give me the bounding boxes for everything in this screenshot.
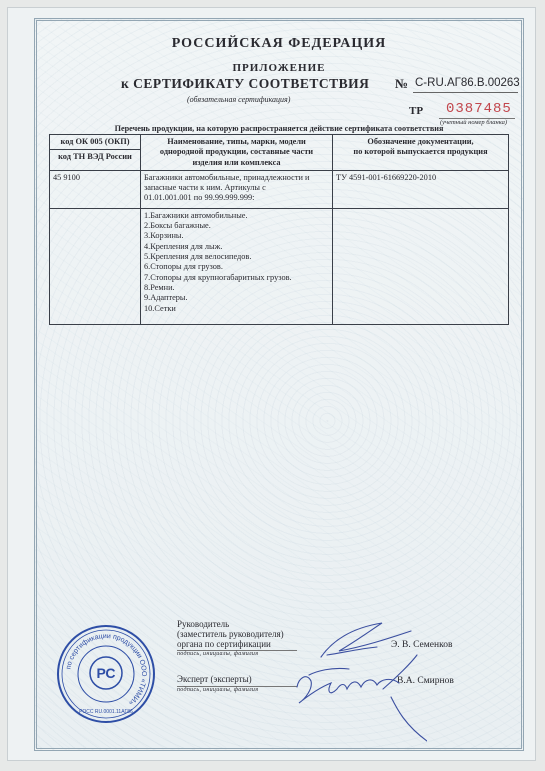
head-title-line: Руководитель xyxy=(177,619,230,629)
header-line: однородной продукции, составные части xyxy=(159,147,314,157)
country-title: РОССИЙСКАЯ ФЕДЕРАЦИЯ xyxy=(171,36,387,51)
header-line: изделия или комплекса xyxy=(192,157,281,167)
list-item: 9.Адаптеры. xyxy=(144,293,188,303)
documentation-cell: ТУ 4591-001-61669220-2010 xyxy=(333,170,509,208)
stamp-ring-text: по сертификации продукции ООО «ТИМИ» xyxy=(65,632,148,707)
list-item: 6.Стопоры для грузов. xyxy=(144,262,223,272)
head-signature-caption: подпись, инициалы, фамилия xyxy=(177,651,259,657)
product-description-cell xyxy=(141,170,333,208)
product-name-header xyxy=(141,135,333,171)
empty-documentation-cell xyxy=(333,208,509,324)
certificate-sheet xyxy=(8,8,535,760)
list-item: 4.Крепления для лыж. xyxy=(144,241,223,251)
empty-code-cell xyxy=(50,208,141,324)
list-item: 7.Стопоры для крупногабаритных грузов. xyxy=(144,272,292,282)
description-line: Багажники автомобильные, принадлежности и xyxy=(144,172,310,182)
tnved-code-header: код ТН ВЭД России xyxy=(58,152,132,161)
certification-type: (обязательная сертификация) xyxy=(187,95,291,104)
product-table xyxy=(49,134,509,325)
expert-signature-block xyxy=(177,674,297,693)
list-item: 2.Боксы багажные. xyxy=(144,221,211,231)
tp-label: ТР xyxy=(409,105,424,117)
head-signature-block xyxy=(177,619,297,657)
stamp-center-mark: РС xyxy=(96,665,116,681)
certificate-title: к СЕРТИФИКАТУ СООТВЕТСТВИЯ xyxy=(121,76,370,91)
product-code-cell: 45 9100 xyxy=(50,170,141,208)
list-item: 10.Сетки xyxy=(144,303,176,313)
certification-body-stamp xyxy=(55,623,157,725)
list-item: 5.Крепления для велосипедов. xyxy=(144,252,252,262)
list-item: 8.Ремни. xyxy=(144,282,175,292)
product-items-cell xyxy=(141,208,333,324)
head-title-line: органа по сертификации xyxy=(177,639,271,649)
head-title-line: (заместитель руководителя) xyxy=(177,629,284,639)
description-line: 01.01.001.001 по 99.99.999.999: xyxy=(144,193,255,203)
okp-code-header: код ОК 005 (ОКП) xyxy=(50,135,140,150)
table-header-row xyxy=(50,135,509,171)
expert-name: В.А. Смирнов xyxy=(397,676,454,686)
annex-title: ПРИЛОЖЕНИЕ xyxy=(232,62,326,74)
code-header-cell xyxy=(50,135,141,171)
list-item: 3.Корзины. xyxy=(144,231,184,241)
serial-note: (учетный номер бланка) xyxy=(440,119,508,126)
stamp-bottom-text: РОСС RU.0001.11АГ86 xyxy=(79,709,133,715)
handwritten-signatures xyxy=(287,617,427,747)
description-line: запасные части к ним. Артикулы с xyxy=(144,183,266,193)
documentation-header xyxy=(333,135,509,171)
table-row xyxy=(50,208,509,324)
header-line: Наименование, типы, марки, модели xyxy=(167,137,306,146)
header-line: Обозначение документации, xyxy=(367,137,474,146)
table-row xyxy=(50,170,509,208)
table-caption: Перечень продукции, на которую распространяется действие сертификата соответствия xyxy=(114,124,444,133)
list-item: 1.Багажники автомобильные. xyxy=(144,210,248,220)
number-sign: № xyxy=(395,76,409,91)
expert-title: Эксперт (эксперты) xyxy=(177,674,252,684)
head-name: Э. В. Семенков xyxy=(391,640,453,650)
blank-serial-number: 0387485 xyxy=(446,101,512,117)
certificate-number-underline xyxy=(413,92,518,93)
expert-signature-caption: подпись, инициалы, фамилия xyxy=(177,687,259,693)
certificate-number: C-RU.АГ86.В.00263 xyxy=(415,77,520,89)
certificate-frame xyxy=(34,18,524,751)
stamp-center-emblem xyxy=(90,657,122,689)
header-line: по которой выпускается продукция xyxy=(353,147,488,157)
